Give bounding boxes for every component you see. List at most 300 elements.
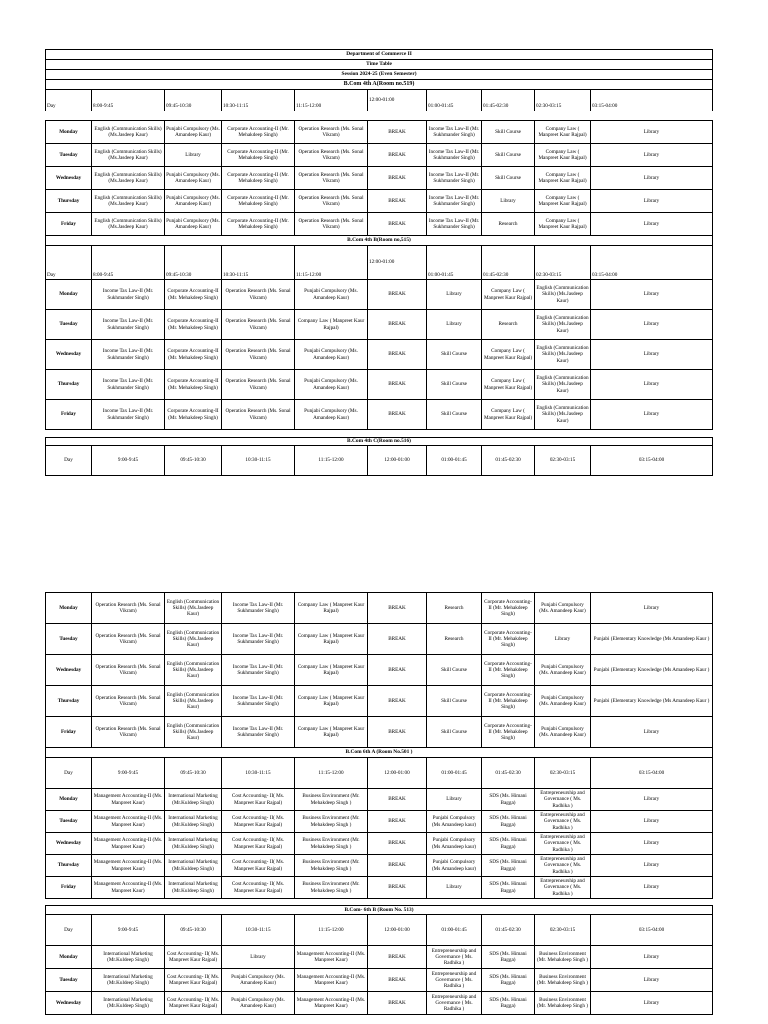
class-cell: Operation Research (Ms. Sonal Vikram) bbox=[295, 167, 368, 190]
class-cell: Cost Accounting- II( Ms. Manpreet Kaur Rajpal) bbox=[222, 789, 295, 811]
time-slot: 12:00-01:00 bbox=[368, 915, 427, 946]
table-row bbox=[46, 280, 713, 310]
time-slot: 02:30-03:15 bbox=[535, 758, 591, 789]
class-cell: English (Communication Skills) (Ms.Jasdeep Kaur) bbox=[92, 121, 165, 144]
table-row bbox=[46, 789, 713, 811]
class-cell: Library bbox=[591, 992, 713, 1015]
class-cell: SDS (Ms. Himani Bagga) bbox=[482, 946, 535, 969]
class-cell: Business Environment (Mr. Mehakdeep Singh ) bbox=[535, 946, 591, 969]
class-cell: Operation Research (Ms. Sonal Vikram) bbox=[295, 190, 368, 213]
day-label: Monday bbox=[46, 121, 92, 144]
time-slot: 02:30-03:15 bbox=[535, 446, 591, 476]
class-cell: Library bbox=[535, 624, 591, 655]
class-cell: Skill Course bbox=[427, 370, 482, 400]
class-cell: Punjabi (Elementary Knowledge (Ms Amandeep Kaur ) bbox=[591, 655, 713, 686]
class-cell: Cost Accounting- II( Ms. Manpreet Kaur Rajpal) bbox=[222, 855, 295, 877]
break-cell: BREAK bbox=[368, 213, 427, 236]
day-label: Tuesday bbox=[46, 811, 92, 833]
class-cell: Library bbox=[482, 190, 535, 213]
class-cell: Library bbox=[165, 144, 222, 167]
time-slot: 02:30-03:15 bbox=[535, 90, 591, 111]
class-cell: Library bbox=[591, 877, 713, 899]
class-cell: Corporate Accounting-II (Mr. Mehakdeep Singh) bbox=[165, 370, 222, 400]
time-slot: 03:15-04:00 bbox=[591, 90, 713, 111]
day-label: Thursday bbox=[46, 370, 92, 400]
class-cell: Punjabi Compulsory (Ms. Amandeep Kaur) bbox=[295, 280, 368, 310]
class-cell: Company Law ( Manpreet Kaur Rajpal) bbox=[295, 655, 368, 686]
table-row bbox=[46, 310, 713, 340]
class-cell: English (Communication Skills) (Ms.Jasdeep Kaur) bbox=[92, 190, 165, 213]
class-cell: Library bbox=[591, 121, 713, 144]
time-slot: 10:30-11:15 bbox=[222, 446, 295, 476]
class-cell: Punjabi Compulsory (Ms. Amandeep Kaur) bbox=[165, 190, 222, 213]
class-cell: International Marketing (Mr.Kuldeep Singh) bbox=[165, 877, 222, 899]
class-cell: Company Law ( Manpreet Kaur Rajpal) bbox=[482, 280, 535, 310]
class-cell: English (Communication Skills) (Ms.Jasdeep Kaur) bbox=[92, 167, 165, 190]
timetable-page-1 bbox=[45, 49, 712, 111]
class-cell: Punjabi Compulsory (Ms Amandeep kaur) bbox=[427, 811, 482, 833]
class-cell: Entrepreneurship and Governance ( Ms. Radhika ) bbox=[535, 833, 591, 855]
day-label: Monday bbox=[46, 593, 92, 624]
day-header: Day bbox=[46, 246, 92, 280]
break-cell: BREAK bbox=[368, 655, 427, 686]
class-cell: Punjabi Compulsory (Ms. Amandeep Kaur) bbox=[535, 686, 591, 717]
day-label: Wednesday bbox=[46, 992, 92, 1015]
class-cell: Library bbox=[427, 789, 482, 811]
time-slot: 03:15-04:00 bbox=[591, 758, 713, 789]
class-cell: English (Communication Skills) (Ms.Jasdeep Kaur) bbox=[165, 593, 222, 624]
class-cell: Business Environment (Mr. Mehakdeep Singh ) bbox=[295, 811, 368, 833]
time-slot: 03:15-04:00 bbox=[591, 246, 713, 280]
class-cell: Entrepreneurship and Governance ( Ms. Radhika ) bbox=[535, 877, 591, 899]
class-cell: Management Accounting-II (Ms. Manpreet Kaur) bbox=[92, 811, 165, 833]
class-cell: SDS (Ms. Himani Bagga) bbox=[482, 811, 535, 833]
break-cell: BREAK bbox=[368, 789, 427, 811]
table-row bbox=[46, 624, 713, 655]
time-slot: 03:15-04:00 bbox=[591, 915, 713, 946]
class-cell: Income Tax Law-II (Mr. Sukhmander Singh) bbox=[427, 144, 482, 167]
class-cell: Punjabi Compulsory (Ms. Amandeep Kaur) bbox=[295, 340, 368, 370]
class-cell: Library bbox=[427, 877, 482, 899]
break-cell: BREAK bbox=[368, 717, 427, 748]
break-cell: BREAK bbox=[368, 686, 427, 717]
class-cell: Punjabi Compulsory (Ms. Amandeep Kaur) bbox=[222, 969, 295, 992]
break-cell: BREAK bbox=[368, 144, 427, 167]
class-cell: Company Law ( Manpreet Kaur Rajpal) bbox=[535, 190, 591, 213]
class-cell: Company Law ( Manpreet Kaur Rajpal) bbox=[482, 370, 535, 400]
break-cell: BREAK bbox=[368, 969, 427, 992]
class-cell: International Marketing (Mr.Kuldeep Singh) bbox=[165, 855, 222, 877]
time-slot: 01:00-01:45 bbox=[427, 90, 482, 111]
time-slot: 01:45-02:30 bbox=[482, 246, 535, 280]
table-row bbox=[46, 190, 713, 213]
class-cell: Cost Accounting- II( Ms. Manpreet Kaur Rajpal) bbox=[165, 946, 222, 969]
time-slot: 09:45-10:30 bbox=[165, 758, 222, 789]
class-cell: Research bbox=[482, 213, 535, 236]
class-cell: Operation Research (Ms. Sonal Vikram) bbox=[222, 400, 295, 430]
section-title: B.Com 6th A (Room No.501 ) bbox=[46, 748, 713, 758]
time-slot: 01:00-01:45 bbox=[427, 246, 482, 280]
class-cell: Entrepreneurship and Governance ( Ms. Radhika ) bbox=[427, 946, 482, 969]
class-cell: Company Law ( Manpreet Kaur Rajpal) bbox=[535, 213, 591, 236]
time-slot: 10:30-11:15 bbox=[222, 246, 295, 280]
table-row bbox=[46, 370, 713, 400]
class-cell: Library bbox=[591, 855, 713, 877]
time-slot: 01:45-02:30 bbox=[482, 90, 535, 111]
class-cell: Corporate Accounting-II (Mr. Mehakdeep Singh) bbox=[482, 593, 535, 624]
class-cell: Income Tax Law-II (Mr. Sukhmander Singh) bbox=[92, 370, 165, 400]
class-cell: Skill Course bbox=[427, 686, 482, 717]
class-cell: Punjabi Compulsory (Ms. Amandeep Kaur) bbox=[535, 655, 591, 686]
section-title: B.Com 4th C(Room no.516) bbox=[46, 438, 713, 446]
table-row bbox=[46, 340, 713, 370]
class-cell: Punjabi Compulsory (Ms. Amandeep Kaur) bbox=[535, 593, 591, 624]
day-header: Day bbox=[46, 90, 92, 111]
class-cell: Skill Course bbox=[427, 655, 482, 686]
class-cell: Library bbox=[591, 370, 713, 400]
table-row bbox=[46, 686, 713, 717]
class-cell: Management Accounting-II (Ms. Manpreet Kaur) bbox=[92, 833, 165, 855]
time-slot: 09:45-10:30 bbox=[165, 915, 222, 946]
table-row bbox=[46, 213, 713, 236]
break-cell: BREAK bbox=[368, 400, 427, 430]
timetable-page-2 bbox=[45, 592, 712, 1015]
class-cell: Library bbox=[591, 400, 713, 430]
day-label: Wednesday bbox=[46, 340, 92, 370]
class-cell: Library bbox=[591, 811, 713, 833]
class-cell: Business Environment (Mr. Mehakdeep Singh ) bbox=[295, 833, 368, 855]
class-cell: Library bbox=[591, 213, 713, 236]
day-label: Wednesday bbox=[46, 167, 92, 190]
table-row bbox=[46, 969, 713, 992]
class-cell: Income Tax Law-II (Mr. Sukhmander Singh) bbox=[92, 400, 165, 430]
class-cell: Library bbox=[591, 789, 713, 811]
class-cell: Library bbox=[591, 144, 713, 167]
class-cell: Cost Accounting- II( Ms. Manpreet Kaur Rajpal) bbox=[222, 811, 295, 833]
class-cell: Business Environment (Mr. Mehakdeep Singh ) bbox=[295, 855, 368, 877]
day-label: Thursday bbox=[46, 855, 92, 877]
class-cell: Library bbox=[591, 340, 713, 370]
class-cell: Library bbox=[222, 946, 295, 969]
class-cell: Research bbox=[427, 624, 482, 655]
class-cell: Income Tax Law-II (Mr. Sukhmander Singh) bbox=[427, 190, 482, 213]
class-cell: Entrepreneurship and Governance ( Ms. Radhika ) bbox=[535, 789, 591, 811]
class-cell: English (Communication Skills) (Ms.Jasdeep Kaur) bbox=[165, 686, 222, 717]
table-row bbox=[46, 855, 713, 877]
day-label: Monday bbox=[46, 280, 92, 310]
day-label: Tuesday bbox=[46, 624, 92, 655]
class-cell: Corporate Accounting-II (Mr. Mehakdeep Singh) bbox=[165, 340, 222, 370]
session-title: Session 2024-25 (Even Semester) bbox=[46, 70, 713, 80]
class-cell: Operation Research (Ms. Sonal Vikram) bbox=[295, 121, 368, 144]
class-cell: Library bbox=[591, 280, 713, 310]
section-title: B.Com 4th B(Room no,515) bbox=[46, 236, 713, 246]
class-cell: SDS (Ms. Himani Bagga) bbox=[482, 789, 535, 811]
class-cell: Company Law ( Manpreet Kaur Rajpal) bbox=[535, 121, 591, 144]
class-cell: Corporate Accounting-II (Mr. Mehakdeep Singh) bbox=[482, 717, 535, 748]
class-cell: Cost Accounting- II( Ms. Manpreet Kaur Rajpal) bbox=[165, 969, 222, 992]
time-slot: 12:00-01:00 bbox=[368, 90, 427, 111]
time-slot: 09:45-10:30 bbox=[165, 90, 222, 111]
class-cell: Entrepreneurship and Governance ( Ms. Radhika ) bbox=[427, 992, 482, 1015]
class-cell: Corporate Accounting-II (Mr. Mehakdeep Singh) bbox=[482, 624, 535, 655]
class-cell: Operation Research (Ms. Sonal Vikram) bbox=[222, 370, 295, 400]
break-cell: BREAK bbox=[368, 190, 427, 213]
time-slot: 01:45-02:30 bbox=[482, 915, 535, 946]
break-cell: BREAK bbox=[368, 992, 427, 1015]
class-cell: English (Communication Skills) (Ms.Jasdeep Kaur) bbox=[92, 213, 165, 236]
class-cell: Skill Course bbox=[482, 144, 535, 167]
class-cell: International Marketing (Mr.Kuldeep Singh) bbox=[165, 833, 222, 855]
break-cell: BREAK bbox=[368, 624, 427, 655]
class-cell: Income Tax Law-II (Mr. Sukhmander Singh) bbox=[92, 310, 165, 340]
day-header: Day bbox=[46, 758, 92, 789]
day-label: Friday bbox=[46, 400, 92, 430]
class-cell: Operation Research (Ms. Sonal Vikram) bbox=[92, 593, 165, 624]
time-slot: 8:00-9:45 bbox=[92, 246, 165, 280]
class-cell: Company Law ( Manpreet Kaur Rajpal) bbox=[482, 340, 535, 370]
class-cell: English (Communication Skills) (Ms.Jasdeep Kaur) bbox=[535, 370, 591, 400]
time-slot: 11:15-12:00 bbox=[295, 246, 368, 280]
class-cell: SDS (Ms. Himani Bagga) bbox=[482, 855, 535, 877]
day-label: Tuesday bbox=[46, 144, 92, 167]
class-cell: Library bbox=[427, 280, 482, 310]
break-cell: BREAK bbox=[368, 811, 427, 833]
class-cell: Company Law ( Manpreet Kaur Rajpal) bbox=[295, 593, 368, 624]
class-cell: Operation Research (Ms. Sonal Vikram) bbox=[92, 655, 165, 686]
class-cell: Company Law ( Manpreet Kaur Rajpal) bbox=[295, 624, 368, 655]
time-header-row bbox=[46, 915, 713, 946]
class-cell: Operation Research (Ms. Sonal Vikram) bbox=[222, 310, 295, 340]
class-cell: English (Communication Skills) (Ms.Jasdeep Kaur) bbox=[92, 144, 165, 167]
break-cell: BREAK bbox=[368, 855, 427, 877]
class-cell: Punjabi Compulsory (Ms. Amandeep Kaur) bbox=[295, 370, 368, 400]
time-slot: 12:00-01:00 bbox=[368, 446, 427, 476]
time-header-row bbox=[46, 758, 713, 789]
class-cell: Skill Course bbox=[427, 340, 482, 370]
class-cell: Income Tax Law-II (Mr. Sukhmander Singh) bbox=[222, 655, 295, 686]
class-cell: Management Accounting-II (Ms. Manpreet Kaur) bbox=[92, 855, 165, 877]
class-cell: Management Accounting-II (Ms. Manpreet Kaur) bbox=[295, 946, 368, 969]
class-cell: Operation Research (Ms. Sonal Vikram) bbox=[295, 213, 368, 236]
table-row bbox=[46, 121, 713, 144]
class-cell: Company Law ( Manpreet Kaur Rajpal) bbox=[295, 310, 368, 340]
day-label: Friday bbox=[46, 717, 92, 748]
class-cell: Management Accounting-II (Ms. Manpreet Kaur) bbox=[295, 969, 368, 992]
class-cell: International Marketing (Mr.Kuldeep Singh) bbox=[165, 811, 222, 833]
class-cell: SDS (Ms. Himani Bagga) bbox=[482, 833, 535, 855]
table-row bbox=[46, 811, 713, 833]
class-cell: Corporate Accounting-II (Mr. Mehakdeep Singh) bbox=[165, 400, 222, 430]
class-cell: Corporate Accounting-II (Mr. Mehakdeep Singh) bbox=[222, 144, 295, 167]
day-header: Day bbox=[46, 446, 92, 476]
class-cell: Punjabi Compulsory (Ms. Amandeep Kaur) bbox=[535, 717, 591, 748]
timetable-section-4a bbox=[45, 120, 713, 476]
table-row bbox=[46, 833, 713, 855]
time-header-row bbox=[46, 246, 713, 280]
class-cell: Company Law ( Manpreet Kaur Rajpal) bbox=[482, 400, 535, 430]
class-cell: Income Tax Law-II (Mr. Sukhmander Singh) bbox=[222, 593, 295, 624]
class-cell: Operation Research (Ms. Sonal Vikram) bbox=[222, 340, 295, 370]
class-cell: Cost Accounting- II( Ms. Manpreet Kaur Rajpal) bbox=[222, 877, 295, 899]
class-cell: Entrepreneurship and Governance ( Ms. Radhika ) bbox=[427, 969, 482, 992]
time-slot: 10:30-11:15 bbox=[222, 90, 295, 111]
class-cell: Library bbox=[591, 833, 713, 855]
time-header-row bbox=[46, 90, 713, 111]
table-row bbox=[46, 167, 713, 190]
break-cell: BREAK bbox=[368, 340, 427, 370]
class-cell: Operation Research (Ms. Sonal Vikram) bbox=[92, 717, 165, 748]
class-cell: English (Communication Skills) (Ms.Jasdeep Kaur) bbox=[535, 280, 591, 310]
time-slot: 01:00-01:45 bbox=[427, 758, 482, 789]
class-cell: Library bbox=[591, 190, 713, 213]
class-cell: Library bbox=[591, 946, 713, 969]
day-label: Tuesday bbox=[46, 969, 92, 992]
class-cell: Library bbox=[591, 969, 713, 992]
time-slot: 9:00-9:45 bbox=[92, 446, 165, 476]
class-cell: Punjabi Compulsory (Ms. Amandeep Kaur) bbox=[295, 400, 368, 430]
class-cell: Punjabi Compulsory (Ms. Amandeep Kaur) bbox=[165, 213, 222, 236]
break-cell: BREAK bbox=[368, 946, 427, 969]
class-cell: English (Communication Skills) (Ms.Jasdeep Kaur) bbox=[535, 400, 591, 430]
spacer-row bbox=[46, 430, 713, 438]
class-cell: Income Tax Law-II (Mr. Sukhmander Singh) bbox=[427, 167, 482, 190]
class-cell: Business Environment (Mr. Mehakdeep Singh ) bbox=[295, 789, 368, 811]
day-label: Tuesday bbox=[46, 310, 92, 340]
class-cell: Income Tax Law-II (Mr. Sukhmander Singh) bbox=[92, 280, 165, 310]
class-cell: Income Tax Law-II (Mr. Sukhmander Singh) bbox=[427, 213, 482, 236]
day-label: Friday bbox=[46, 213, 92, 236]
time-slot: 10:30-11:15 bbox=[222, 915, 295, 946]
class-cell: Research bbox=[427, 593, 482, 624]
class-cell: Corporate Accounting-II (Mr. Mehakdeep Singh) bbox=[222, 190, 295, 213]
class-cell: Library bbox=[427, 310, 482, 340]
table-row bbox=[46, 655, 713, 686]
class-cell: International Marketing (Mr.Kuldeep Singh) bbox=[92, 946, 165, 969]
time-slot: 01:00-01:45 bbox=[427, 915, 482, 946]
class-cell: Punjabi Compulsory (Ms. Amandeep Kaur) bbox=[165, 121, 222, 144]
class-cell: Corporate Accounting-II (Mr. Mehakdeep Singh) bbox=[165, 310, 222, 340]
break-cell: BREAK bbox=[368, 593, 427, 624]
class-cell: Entrepreneurship and Governance ( Ms. Radhika ) bbox=[535, 811, 591, 833]
class-cell: Cost Accounting- II( Ms. Manpreet Kaur Rajpal) bbox=[165, 992, 222, 1015]
class-cell: Income Tax Law-II (Mr. Sukhmander Singh) bbox=[222, 686, 295, 717]
break-cell: BREAK bbox=[368, 167, 427, 190]
class-cell: Cost Accounting- II( Ms. Manpreet Kaur Rajpal) bbox=[222, 833, 295, 855]
class-cell: Income Tax Law-II (Mr. Sukhmander Singh) bbox=[222, 717, 295, 748]
class-cell: Company Law ( Manpreet Kaur Rajpal) bbox=[295, 717, 368, 748]
class-cell: Library bbox=[591, 717, 713, 748]
day-label: Thursday bbox=[46, 190, 92, 213]
department-title: Department of Commerce II bbox=[46, 50, 713, 60]
table-row bbox=[46, 946, 713, 969]
time-slot: 01:45-02:30 bbox=[482, 446, 535, 476]
class-cell: Corporate Accounting-II (Mr. Mehakdeep Singh) bbox=[222, 121, 295, 144]
break-cell: BREAK bbox=[368, 121, 427, 144]
time-slot: 09:45-10:30 bbox=[165, 246, 222, 280]
break-cell: BREAK bbox=[368, 310, 427, 340]
class-cell: Company Law ( Manpreet Kaur Rajpal) bbox=[535, 167, 591, 190]
class-cell: Library bbox=[591, 593, 713, 624]
day-header: Day bbox=[46, 915, 92, 946]
time-slot: 09:45-10:30 bbox=[165, 446, 222, 476]
class-cell: Management Accounting-II (Ms. Manpreet Kaur) bbox=[92, 877, 165, 899]
section-4a-grid bbox=[45, 120, 712, 476]
class-cell: Skill Course bbox=[482, 167, 535, 190]
table-row bbox=[46, 400, 713, 430]
class-cell: English (Communication Skills) (Ms.Jasdeep Kaur) bbox=[535, 340, 591, 370]
class-cell: Operation Research (Ms. Sonal Vikram) bbox=[92, 624, 165, 655]
class-cell: Punjabi Compulsory (Ms Amandeep kaur) bbox=[427, 855, 482, 877]
timetable-subtitle: Time Table bbox=[46, 60, 713, 70]
class-cell: Company Law ( Manpreet Kaur Rajpal) bbox=[295, 686, 368, 717]
class-cell: Management Accounting-II (Ms. Manpreet Kaur) bbox=[295, 992, 368, 1015]
class-cell: SDS (Ms. Himani Bagga) bbox=[482, 969, 535, 992]
class-cell: Skill Course bbox=[427, 400, 482, 430]
class-cell: English (Communication Skills) (Ms.Jasdeep Kaur) bbox=[165, 624, 222, 655]
class-cell: Income Tax Law-II (Mr. Sukhmander Singh) bbox=[427, 121, 482, 144]
day-label: Monday bbox=[46, 789, 92, 811]
class-cell: International Marketing (Mr.Kuldeep Singh) bbox=[92, 969, 165, 992]
break-cell: BREAK bbox=[368, 280, 427, 310]
class-cell: Punjabi (Elementary Knowledge (Ms Amandeep Kaur ) bbox=[591, 624, 713, 655]
timetable-section-4c bbox=[45, 592, 713, 1015]
class-cell: Skill Course bbox=[482, 121, 535, 144]
class-cell: Corporate Accounting-II (Mr. Mehakdeep Singh) bbox=[165, 280, 222, 310]
class-cell: Corporate Accounting-II (Mr. Mehakdeep Singh) bbox=[482, 686, 535, 717]
time-slot: 02:30-03:15 bbox=[535, 915, 591, 946]
time-slot: 11:15-12:00 bbox=[295, 90, 368, 111]
break-cell: BREAK bbox=[368, 370, 427, 400]
class-cell: English (Communication Skills) (Ms.Jasdeep Kaur) bbox=[165, 717, 222, 748]
time-slot: 9:00-9:45 bbox=[92, 758, 165, 789]
day-label: Friday bbox=[46, 877, 92, 899]
time-slot: 02:30-03:15 bbox=[535, 246, 591, 280]
time-slot: 03:15-04:00 bbox=[591, 446, 713, 476]
class-cell: Punjabi (Elementary Knowledge (Ms Amandeep Kaur ) bbox=[591, 686, 713, 717]
class-cell: Business Environment (Mr. Mehakdeep Singh ) bbox=[295, 877, 368, 899]
class-cell: Library bbox=[591, 167, 713, 190]
class-cell: Company Law ( Manpreet Kaur Rajpal) bbox=[535, 144, 591, 167]
table-row bbox=[46, 144, 713, 167]
section-title: B.Com- 6th B (Room No. 513) bbox=[46, 906, 713, 915]
time-slot: 11:15-12:00 bbox=[295, 446, 368, 476]
break-cell: BREAK bbox=[368, 833, 427, 855]
time-slot: 01:00-01:45 bbox=[427, 446, 482, 476]
day-label: Wednesday bbox=[46, 833, 92, 855]
timetable-table-upper bbox=[45, 49, 713, 111]
section-title: B.Com 4th A(Room no.519) bbox=[46, 80, 713, 90]
time-slot: 10:30-11:15 bbox=[222, 758, 295, 789]
class-cell: Business Environment (Mr. Mehakdeep Singh ) bbox=[535, 992, 591, 1015]
time-slot: 8:00-9:45 bbox=[92, 90, 165, 111]
class-cell: Operation Research (Ms. Sonal Vikram) bbox=[92, 686, 165, 717]
table-row bbox=[46, 877, 713, 899]
time-slot: 9:00-9:45 bbox=[92, 915, 165, 946]
class-cell: SDS (Ms. Himani Bagga) bbox=[482, 877, 535, 899]
time-slot: 12:00-01:00 bbox=[368, 246, 427, 280]
time-slot: 11:15-12:00 bbox=[295, 915, 368, 946]
spacer-row bbox=[46, 899, 713, 906]
day-label: Thursday bbox=[46, 686, 92, 717]
class-cell: Library bbox=[591, 310, 713, 340]
time-slot: 11:15-12:00 bbox=[295, 758, 368, 789]
time-slot: 01:45-02:30 bbox=[482, 758, 535, 789]
class-cell: Business Environment (Mr. Mehakdeep Singh ) bbox=[535, 969, 591, 992]
class-cell: Operation Research (Ms. Sonal Vikram) bbox=[222, 280, 295, 310]
class-cell: Income Tax Law-II (Mr. Sukhmander Singh) bbox=[222, 624, 295, 655]
class-cell: International Marketing (Mr.Kuldeep Singh) bbox=[165, 789, 222, 811]
